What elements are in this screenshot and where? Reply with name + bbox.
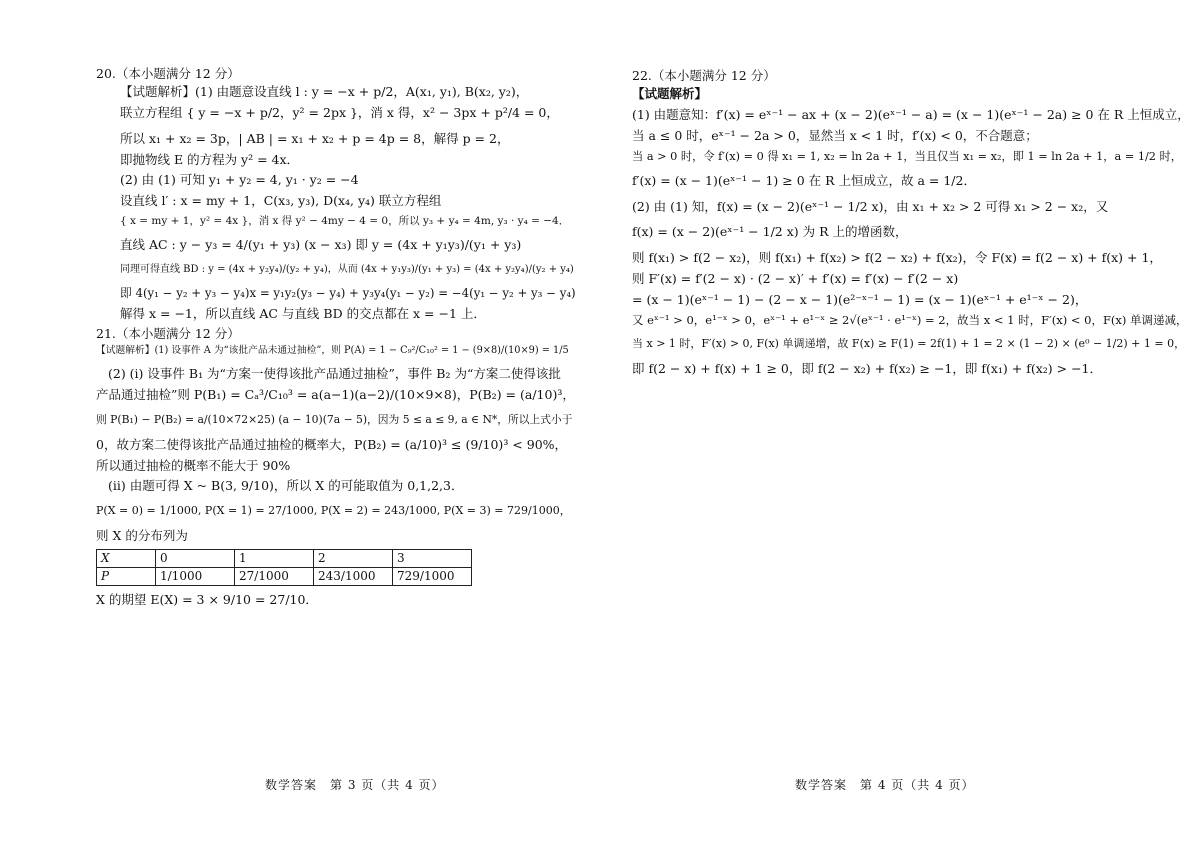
q22-line-2: 当 a ≤ 0 时，eˣ⁻¹ − 2a > 0，显然当 x < 1 时，f′(x) < 0，不合题意； <box>632 127 1038 143</box>
table-cell: P <box>97 568 156 586</box>
q20-line-1: 【试题解析】(1) 由题意设直线 l : y = −x + p/2，A(x₁, y₁), B(x₂, y₂)， <box>120 83 529 99</box>
q21-header: 21.（本小题满分 12 分） <box>96 326 240 342</box>
q20-line-3: 所以 x₁ + x₂ = 3p，| AB | = x₁ + x₂ + p = 4p = 8，解得 p = 2， <box>120 130 510 146</box>
table-cell: X <box>97 550 156 568</box>
q21-line-1: 【试题解析】(1) 设事件 A 为“该批产品未通过抽检”，则 P(A) = 1 − C₉²/C₁₀² = 1 − (9×8)/(10×9) = 1/5 <box>96 345 569 357</box>
q22-header: 22.（本小题满分 12 分） <box>632 68 776 83</box>
q22-line-11: 当 x > 1 时，F′(x) > 0, F(x) 单调递增，故 F(x) ≥ F(1) = 2f(1) + 1 = 2 × (1 − 2) × (e⁰ − 1/2) + 1 = 0， <box>632 337 1186 351</box>
table-cell: 1 <box>235 550 314 568</box>
table-cell: 3 <box>393 550 472 568</box>
page-footer: 数学答案 第 3 页（共 4 页） <box>265 778 445 792</box>
q20-line-9: 同理可得直线 BD : y = (4x + y₂y₄)/(y₂ + y₄)，从而 (4x + y₁y₃)/(y₁ + y₃) = (4x + y₂y₄)/(y₂ + y₄) <box>120 264 574 276</box>
q20-line-11: 解得 x = −1，所以直线 AC 与直线 BD 的交点都在 x = −1 上． <box>120 305 486 321</box>
q20-line-7: { x = my + 1，y² = 4x }，消 x 得 y² − 4my − 4 = 0，所以 y₃ + y₄ = 4m, y₃ · y₄ = −4． <box>120 215 570 228</box>
q20-header: 20.（本小题满分 12 分） <box>96 66 240 81</box>
q20-line-4: 即抛物线 E 的方程为 y² = 4x． <box>120 151 300 167</box>
q22-line-3: 当 a > 0 时，令 f′(x) = 0 得 x₁ = 1, x₂ = ln 2a + 1，当且仅当 x₁ = x₂，即 1 = ln 2a + 1，a = 1/2 时， <box>632 149 1183 163</box>
q22-line-12: 即 f(2 − x) + f(x) + 1 ≥ 0，即 f(2 − x₂) + f(x₂) ≥ −1，即 f(x₁) + f(x₂) > −1． <box>632 361 1102 377</box>
q22-line-1: (1) 由题意知：f′(x) = eˣ⁻¹ − ax + (x − 2)(eˣ⁻¹ − a) = (x − 1)(eˣ⁻¹ − 2a) ≥ 0 在 R 上恒成立， <box>632 106 1190 122</box>
table-cell: 729/1000 <box>393 568 472 586</box>
table-cell: 0 <box>156 550 235 568</box>
table-cell: 243/1000 <box>314 568 393 586</box>
q22-tag-text: 【试题解析】 <box>632 85 708 101</box>
q20-line-6: 设直线 l′ : x = my + 1，C(x₃, y₃), D(x₄, y₄) 联立方程组 <box>120 193 442 209</box>
q20-line-10: 即 4(y₁ − y₂ + y₃ − y₄)x = y₁y₂(y₃ − y₄) + y₃y₄(y₁ − y₂) = −4(y₁ − y₂ + y₃ − y₄) <box>120 285 576 300</box>
q21-line-3: 产品通过抽检”则 P(B₁) = Cₐ³/C₁₀³ = a(a−1)(a−2)/(10×9×8)，P(B₂) = (a/10)³， <box>96 387 575 403</box>
q21-line-5: 0，故方案二使得该批产品通过抽检的概率大，P(B₂) = (a/10)³ ≤ (9/10)³ < 90%， <box>96 436 568 452</box>
q22-line-7: 则 f(x₁) > f(2 − x₂)，则 f(x₁) + f(x₂) > f(2 − x₂) + f(x₂)，令 F(x) = f(2 − x) + f(x) + 1， <box>632 250 1162 266</box>
table-cell: 27/1000 <box>235 568 314 586</box>
table-cell: 1/1000 <box>156 568 235 586</box>
q22-line-5: (2) 由 (1) 知，f(x) = (x − 2)(eˣ⁻¹ − 1/2 x)，由 x₁ + x₂ > 2 可得 x₁ > 2 − x₂，又 <box>632 198 1109 214</box>
q22-line-9: = (x − 1)(eˣ⁻¹ − 1) − (2 − x − 1)(e²⁻ˣ⁻¹ − 1) = (x − 1)(eˣ⁻¹ + e¹⁻ˣ − 2)， <box>632 292 1088 308</box>
q21-line-7: (ii) 由题可得 X ~ B(3, 9/10)，所以 X 的可能取值为 0,1,2,3． <box>108 478 464 494</box>
page-footer: 数学答案 第 4 页（共 4 页） <box>795 778 975 792</box>
q21-expectation: X 的期望 E(X) = 3 × 9/10 = 27/10． <box>96 592 318 608</box>
distribution-table <box>96 549 472 586</box>
q22-line-4: f′(x) = (x − 1)(eˣ⁻¹ − 1) ≥ 0 在 R 上恒成立，故 a = 1/2． <box>632 172 976 188</box>
table-cell: 2 <box>314 550 393 568</box>
q20-line-5: (2) 由 (1) 可知 y₁ + y₂ = 4, y₁ · y₂ = −4 <box>120 172 359 188</box>
page-4 <box>600 0 1200 847</box>
q20-line-8: 直线 AC : y − y₃ = 4/(y₁ + y₃) (x − x₃) 即 y = (4x + y₁y₃)/(y₁ + y₃) <box>120 237 522 253</box>
left-column <box>96 64 576 613</box>
q22-line-8: 则 F′(x) = f′(2 − x) · (2 − x)′ + f′(x) = f′(x) − f′(2 − x) <box>632 271 959 287</box>
q21-line-6: 所以通过抽检的概率不能大于 90% <box>96 457 291 473</box>
table-row <box>97 568 472 586</box>
q22-line-10: 又 eˣ⁻¹ > 0，e¹⁻ˣ > 0，eˣ⁻¹ + e¹⁻ˣ ≥ 2√(eˣ⁻¹ · e¹⁻ˣ) = 2，故当 x < 1 时，F′(x) < 0，F(x) 单调递减， <box>632 312 1188 327</box>
q20-line-2: 联立方程组 { y = −x + p/2，y² = 2px }，消 x 得，x² − 3px + p²/4 = 0， <box>120 104 559 120</box>
q21-line-9: 则 X 的分布列为 <box>96 528 188 544</box>
q22-line-6: f(x) = (x − 2)(eˣ⁻¹ − 1/2 x) 为 R 上的增函数， <box>632 224 908 240</box>
q21-line-4: 则 P(B₁) − P(B₂) = a/(10×72×25) (a − 10)(7a − 5)，因为 5 ≤ a ≤ 9, a ∈ N*，所以上式小于 <box>96 413 573 427</box>
q21-line-2: (2) (i) 设事件 B₁ 为“方案一使得该批产品通过抽检”，事件 B₂ 为“方案二使得该批 <box>108 366 561 382</box>
right-column <box>632 66 1192 382</box>
q21-line-8: P(X = 0) = 1/1000, P(X = 1) = 27/1000, P(X = 2) = 243/1000, P(X = 3) = 729/1000， <box>96 504 571 518</box>
q22-tag <box>632 86 1192 103</box>
table-row <box>97 550 472 568</box>
